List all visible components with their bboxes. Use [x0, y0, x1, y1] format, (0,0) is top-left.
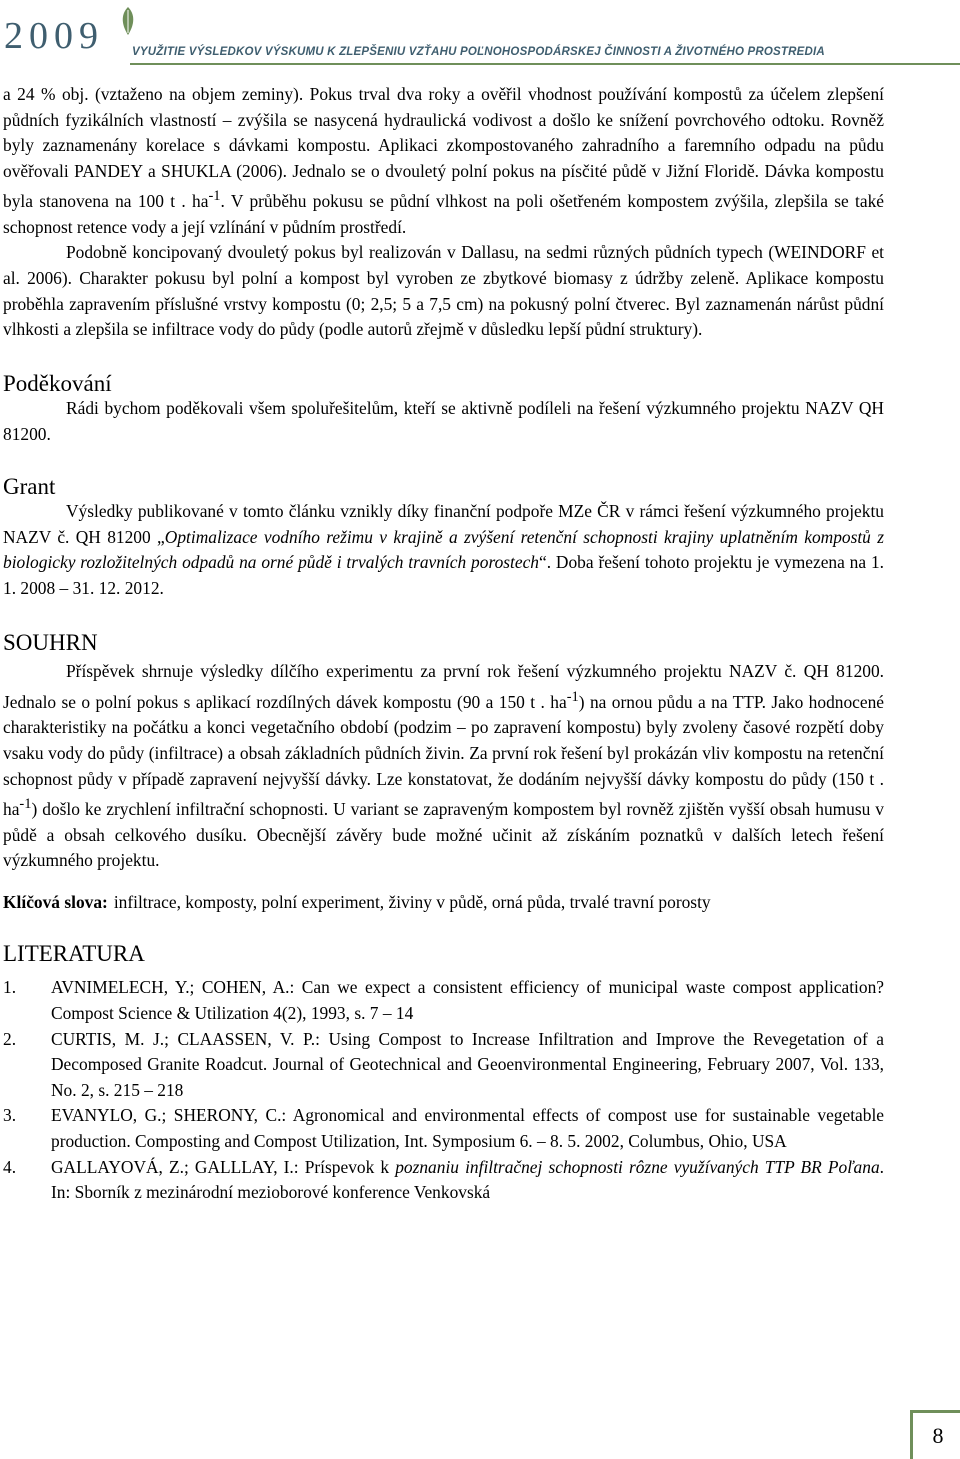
acknowledgement-text: Rádi bychom poděkovali všem spoluřešitelům, kteří se aktivně podíleli na řešení výzkumného projektu NAZV QH 81200.	[3, 398, 884, 444]
body-paragraph-1	[3, 82, 884, 240]
para1-sup: -1	[208, 188, 221, 205]
para1-tail: . V průběhu pokusu se půdní vlhkost na poli ošetřeném kompostem zvýšila, zlepšila se také schopnost retence vody a její vzlínání v půdním prostředí.	[3, 191, 884, 237]
summary-sup-b: -1	[19, 796, 32, 813]
reference-number: 1.	[3, 977, 17, 998]
leaf-icon	[118, 6, 138, 36]
reference-item	[3, 1103, 884, 1154]
summary-text-a: Příspěvek shrnuje výsledky dílčího experimentu za první rok řešení výzkumného projektu NAZV č. QH 81200. Jednalo se o polní pokus s aplikací rozdílných dávek kompostu (90 a 150 t . ha	[3, 661, 884, 712]
keywords-text: infiltrace, komposty, polní experiment, živiny v půdě, orná půda, trvalé travní porosty	[113, 891, 711, 912]
summary-heading: SOUHRN	[3, 630, 98, 656]
grant-project-title: Optimalizace vodního režimu v krajině a zvýšení retenční schopnosti krajiny uplatněním kompostů z biologicky rozložitelných odpadů na orné půdě i trvalých travních porostech	[3, 526, 884, 573]
summary-sup-a: -1	[566, 689, 579, 706]
para1-text: a 24 % obj. (vztaženo na objem zeminy). Pokus trval dva roky a ověřil vhodnost používání kompostů za účelem zlepšení půdních fyzikálních vlastností – zvýšila se nasycená hydraulická vodivost a došlo ke snížení povrchového odtoku. Rovněž byly zaznamenány korelace s dávkami kompostu. Aplikaci zkompostovaného zahradního a faremního odpadu na půdu ověřovali PANDEY a SHUKLA (2006). Jednalo se o dvouletý polní pokus na písčité půdě v Jižní Floridě. Dávka kompostu byla stanovena na 100 t . ha	[3, 84, 884, 212]
summary-text-b: ) na ornou půdu a na TTP. Jako hodnocené charakteristiky na počátku a konci vegetačního období (podzim – po zapravení kompostu) byly zvoleny časové rozpětí doby vsaku vody do půdy (infiltrace) a obsah základních půdních živin. Za první rok řešení byl prokázán vliv kompostu na retenční schopnost půdy v případě zapravení nejvyšší dávky. Lze konstatovat, že dodáním nejvyšší dávky kompostu do půdy (150 t . ha	[3, 691, 885, 820]
header-rule	[130, 63, 960, 65]
reference-number: 3.	[3, 1105, 17, 1126]
header-subtitle: VYUŽITIE VÝSLEDKOV VÝSKUMU K ZLEPŠENIU VZŤAHU POĽNOHOSPODÁRSKEJ ČINNOSTI A ŽIVOTNÉHO PROSTREDIA	[132, 46, 825, 58]
summary-text-c: ) došlo ke zrychlení infiltrační schopnosti. U variant se zapraveným kompostem byl rovněž zjištěn vyšší obsah humusu v půdě a obsah celkového dusíku. Obecnější závěry bude možné učinit až získáním poznatků v dalších letech řešení výzkumného projektu.	[3, 799, 884, 871]
reference-text: EVANYLO, G.; SHERONY, C.: Agronomical and environmental effects of compost use for sustainable vegetable production. Composting and Compost Utilization, Int. Symposium 6. – 8. 5. 2002, Columbus, Ohio, USA	[51, 1105, 884, 1151]
reference-italic: poznaniu infiltračnej schopnosti rôzne využívaných TTP BR Poľana	[395, 1156, 880, 1177]
page-header	[0, 0, 960, 80]
grant-text-before: Výsledky publikované v tomto článku vznikly díky finanční podpoře MZe ČR v rámci řešení výzkumného projektu NAZV č. QH 81200 „	[3, 501, 884, 547]
reference-text: AVNIMELECH, Y.; COHEN, A.: Can we expect a consistent efficiency of municipal waste compost application? Compost Science & Utilization 4(2), 1993, s. 7 – 14	[51, 977, 884, 1024]
page-number: 8	[910, 1410, 960, 1459]
grant-text	[3, 499, 884, 601]
grant-heading: Grant	[3, 473, 56, 499]
reference-number: 4.	[3, 1156, 17, 1177]
reference-list	[3, 975, 884, 1205]
reference-text-b: . In: Sborník z mezinárodní mezioborové konference Venkovská	[51, 1156, 884, 1203]
page-content	[3, 82, 884, 1206]
body-paragraph-2: Podobně koncipovaný dvouletý pokus byl realizován v Dallasu, na sedmi různých půdních typech (WEINDORF et al. 2006). Charakter pokusu byl polní a kompost byl vyroben ze zbytkové biomasy z údržby zeleně. Aplikace kompostu proběhla zapravením příslušné vrstvy kompostu (0; 2,5; 5 a 7,5 cm) na pokusný polní čtverec. Byl zaznamenán nárůst půdní vlhkosti a zlepšila se infiltrace vody do půdy (podle autorů zřejmě v důsledku lepší půdní struktury).	[3, 242, 884, 340]
reference-number: 2.	[3, 1028, 17, 1049]
summary-text	[3, 659, 884, 873]
reference-text-a: GALLAYOVÁ, Z.; GALLLAY, I.: Príspevok k	[51, 1156, 396, 1177]
reference-item	[3, 1027, 884, 1104]
keywords-label: Klíčová slova:	[3, 891, 108, 912]
reference-text	[51, 1155, 884, 1206]
reference-item	[3, 975, 884, 1026]
header-year: 2009	[4, 15, 104, 57]
acknowledgement-heading: Poděkování	[3, 370, 112, 396]
keywords	[3, 890, 884, 916]
reference-text: CURTIS, M. J.; CLAASSEN, V. P.: Using Compost to Increase Infiltration and Improve the Revegetation of a Decomposed Granite Roadcut. Journal of Geotechnical and Geoenvironmental Engineering, February 2007, Vol. 133, No. 2, s. 215 – 218	[51, 1028, 884, 1100]
grant-text-after: “. Doba řešení tohoto projektu je vymezena na 1. 1. 2008 – 31. 12. 2012.	[3, 552, 884, 598]
reference-item	[3, 1155, 884, 1206]
literature-heading: LITERATURA	[3, 941, 145, 967]
